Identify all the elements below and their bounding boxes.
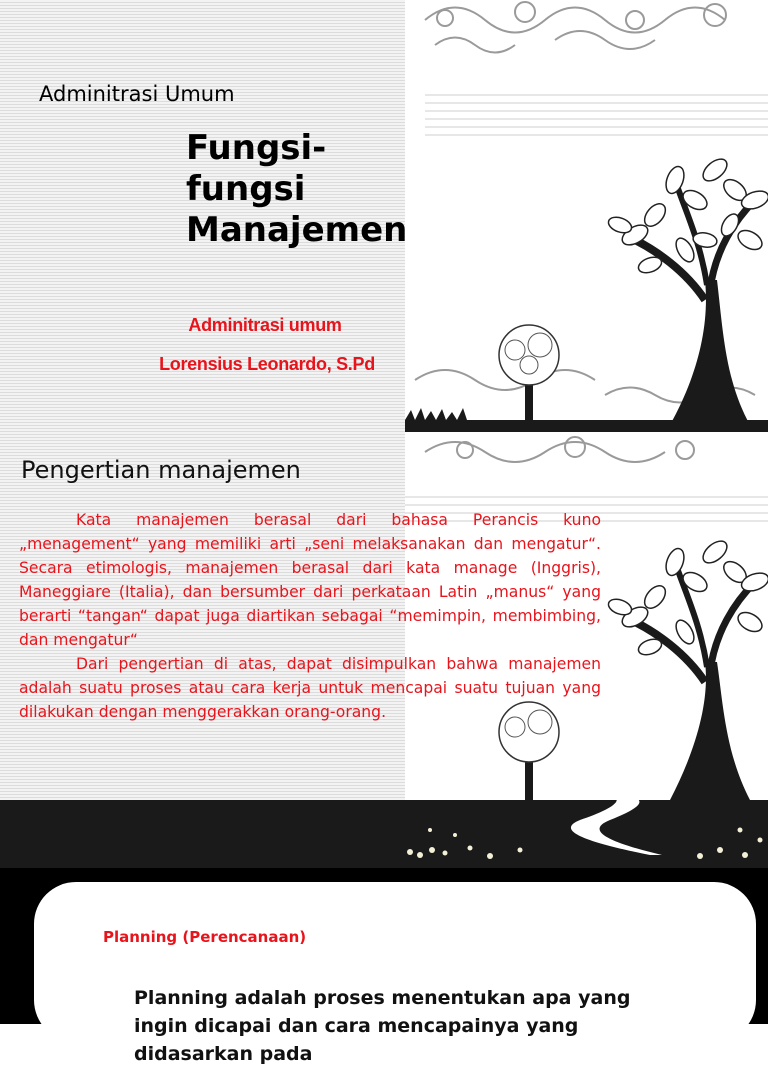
section-heading: Pengertian manajemen [21,456,301,484]
planning-heading: Planning (Perencanaan) [103,928,307,946]
ground-band [0,800,768,868]
paragraph-2: Dari pengertian di atas, dapat disimpulkan bahwa manajemen adalah suatu proses atau cara kerja untuk mencapai suatu tujuan yang dilakukan dengan menggerakkan orang-orang. [19,655,601,721]
big-tree-icon [606,155,768,425]
course-label: Adminitrasi Umum [39,82,235,106]
title-slide [0,0,768,432]
big-tree-icon [606,537,768,800]
paragraph-1: Kata manajemen berasal dari bahasa Perancis kuno „menagement“ yang memiliki arti „seni melaksanakan dan mengatur“. Secara etimologis, manajemen berasal dari kata manage (Inggris), Maneggiare (Italia), dan bersumber dari perkataan Latin „manus“ yang berarti “tangan“ dapat juga diartikan sebagai “memimpin, membimbing, dan mengatur“ [19,511,601,649]
slide-title: Fungsi-fungsi Manajemen [186,128,408,250]
river-illustration [0,800,768,868]
definition-slide [0,432,768,868]
definition-body [19,508,601,724]
author: Lorensius Leonardo, S.Pd [159,354,375,374]
swirl-ornament [425,437,694,462]
planning-body: Planning adalah proses menentukan apa yang ingin dicapai dan cara mencapainya yang didasarkan pada [134,987,631,1065]
planning-slide [0,868,768,1065]
subtitle: Adminitrasi umum [188,315,342,335]
